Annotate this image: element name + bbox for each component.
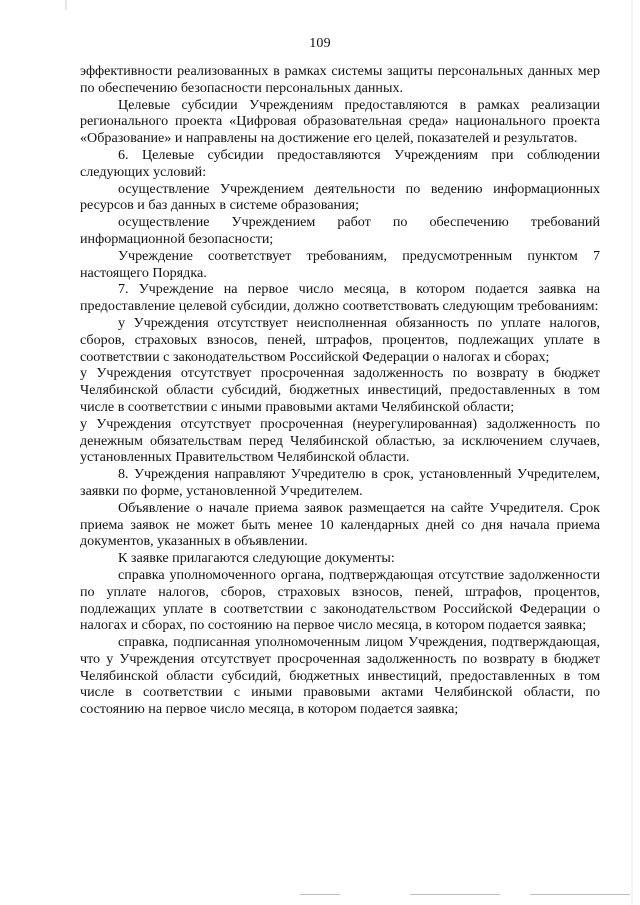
paragraph-clause-8: 8. Учреждения направляют Учредителю в срок, установленный Учредителем, заявки по форме, установленной Учредителем. xyxy=(80,466,600,499)
paragraph-target-subsidies: Целевые субсидии Учреждениям предоставляются в рамках реализации регионального проекта «Цифровая образовательная среда» национального проекта «Образование» и направлены на достижение его целей, показателей и результатов. xyxy=(80,96,600,147)
page-number: 109 xyxy=(309,36,331,51)
paragraph-clause-6: 6. Целевые субсидии предоставляются Учреждениям при соблюдении следующих условий: xyxy=(80,146,600,180)
paragraph-requirement-debt-obligations: у Учреждения отсутствует просроченная (неурегулированная) задолженность по денежным обязательствам перед Челябинской областью, за исключением случаев, установленных Правительством Челябинской области. xyxy=(80,415,600,466)
scan-bottom-marks xyxy=(300,893,630,896)
paragraph-continuation: эффективности реализованных в рамках системы защиты персональных данных мер по обеспечению безопасности персональных данных. xyxy=(80,63,600,96)
paragraph-condition-resources: осуществление Учреждением деятельности по ведению информационных ресурсов и баз данных в системе образования; xyxy=(80,180,600,214)
paragraph-document-tax-certificate: справка уполномоченного органа, подтверждающая отсутствие задолженности по уплате налогов, сборов, страховых взносов, пеней, штрафов, процентов, подлежащих уплате в соответствии с законодательством Российской Федерации о налогах и сборах, по состоянию на первое число месяца, в котором подается заявка; xyxy=(80,566,600,634)
paragraph-requirement-debt-budget: у Учреждения отсутствует просроченная задолженность по возврату в бюджет Челябинской области субсидий, бюджетных инвестиций, предоставленных в том числе в соответствии с иными правовыми актами Челябинской области; xyxy=(80,365,600,415)
paragraph-announcement: Объявление о начале приема заявок размещается на сайте Учредителя. Срок приема заявок не может быть менее 10 календарных дней со дня начала приема документов, указанных в объявлении. xyxy=(80,499,600,550)
paragraph-clause-7: 7. Учреждение на первое число месяца, в котором подается заявка на предоставление целевой субсидии, должно соответствовать следующим требованиям: xyxy=(80,281,600,315)
paragraph-document-debt-certificate: справка, подписанная уполномоченным лицом Учреждения, подтверждающая, что у Учреждения отсутствует просроченная задолженность по возврату в бюджет Челябинской области субсидий, бюджетных инвестиций, предоставленных в том числе в соответствии с иными правовыми актами Челябинской области, по состоянию на первое число месяца, в котором подается заявка; xyxy=(80,634,600,718)
paragraph-condition-security: осуществление Учреждением работ по обеспечению требований информационной безопасности; xyxy=(80,214,600,247)
paragraph-condition-requirements: Учреждение соответствует требованиям, предусмотренным пунктом 7 настоящего Порядка. xyxy=(80,247,600,281)
paragraph-documents-intro: К заявке прилагаются следующие документы: xyxy=(118,550,395,567)
paragraph-requirement-taxes: у Учреждения отсутствует неисполненная обязанность по уплате налогов, сборов, страховых взносов, пеней, штрафов, процентов, подлежащих уплате в соответствии с законодательством Российской Федерации о налогах и сборах; xyxy=(80,314,600,365)
document-body xyxy=(80,63,600,718)
